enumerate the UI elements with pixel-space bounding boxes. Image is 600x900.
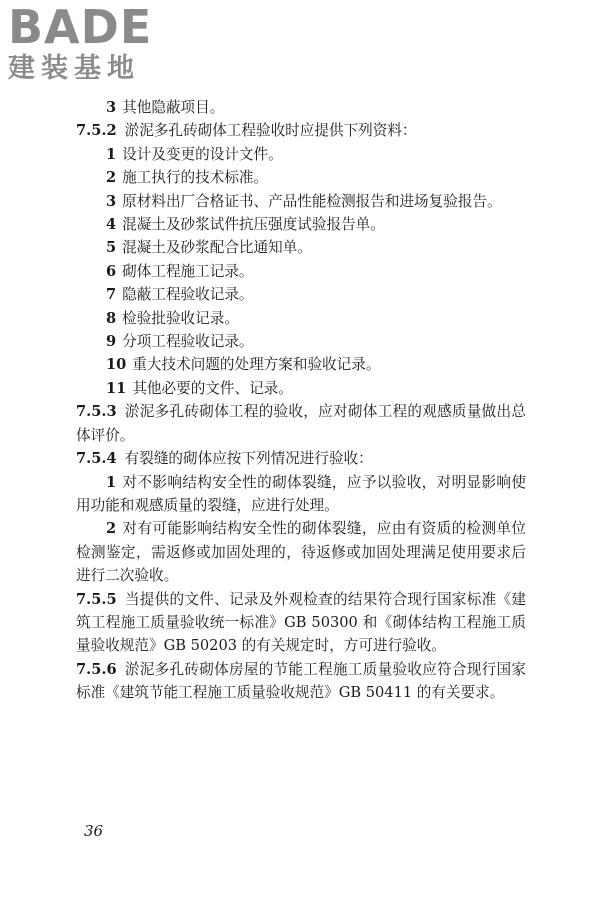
list-item: 2 对有可能影响结构安全性的砌体裂缝，应由有资质的检测单位检测鉴定，需返修或加固处理的，待返修或加固处理满足使用要求后进行二次验收。 [76, 520, 526, 585]
clause-7-5-6: 7.5.6 淤泥多孔砖砌体房屋的节能工程施工质量验收应符合现行国家标准《建筑节能工程施工质量验收规范》GB 50411 的有关要求。 [76, 660, 526, 702]
list-item: 1 对不影响结构安全性的砌体裂缝，应予以验收，对明显影响使用功能和观感质量的裂缝，应进行处理。 [76, 473, 526, 514]
document-body [76, 96, 526, 705]
bade-logo [8, 0, 178, 86]
list-item: 6 砌体工程施工记录。 [106, 262, 254, 280]
list-item: 2 施工执行的技术标准。 [106, 169, 269, 187]
list-item: 1 设计及变更的设计文件。 [106, 145, 283, 163]
list-item: 3 其他隐蔽项目。 [106, 99, 225, 116]
clause-7-5-5: 7.5.5 当提供的文件、记录及外观检查的结果符合现行国家标准《建筑工程施工质量验收统一标准》GB 50300 和《砌体结构工程施工质量验收规范》GB 50203 的有关规定时，方可进行验收。 [76, 590, 526, 655]
page-number: 36 [84, 822, 104, 840]
list-item: 4 混凝土及砂浆试件抗压强度试验报告单。 [106, 216, 385, 234]
list-item: 5 混凝土及砂浆配合比通知单。 [106, 239, 312, 257]
list-item: 3 原材料出厂合格证书、产品性能检测报告和进场复验报告。 [106, 192, 502, 210]
clause-7-5-2: 7.5.2 淤泥多孔砖砌体工程验收时应提供下列资料： [76, 122, 417, 140]
clause-7-5-4: 7.5.4 有裂缝的砌体应按下列情况进行验收： [76, 450, 373, 468]
clause-7-5-3: 7.5.3 淤泥多孔砖砌体工程的验收，应对砌体工程的观感质量做出总体评价。 [76, 403, 526, 444]
list-item: 7 隐蔽工程验收记录。 [106, 286, 254, 304]
list-item: 10 重大技术问题的处理方案和验收记录。 [106, 356, 381, 374]
list-item: 8 检验批验收记录。 [106, 309, 239, 327]
logo-latin-text: BADE [8, 0, 153, 54]
logo-chinese-text: 建装基地 [8, 53, 140, 84]
list-item: 11 其他必要的文件、记录。 [106, 379, 293, 397]
list-item: 9 分项工程验收记录。 [106, 333, 254, 351]
